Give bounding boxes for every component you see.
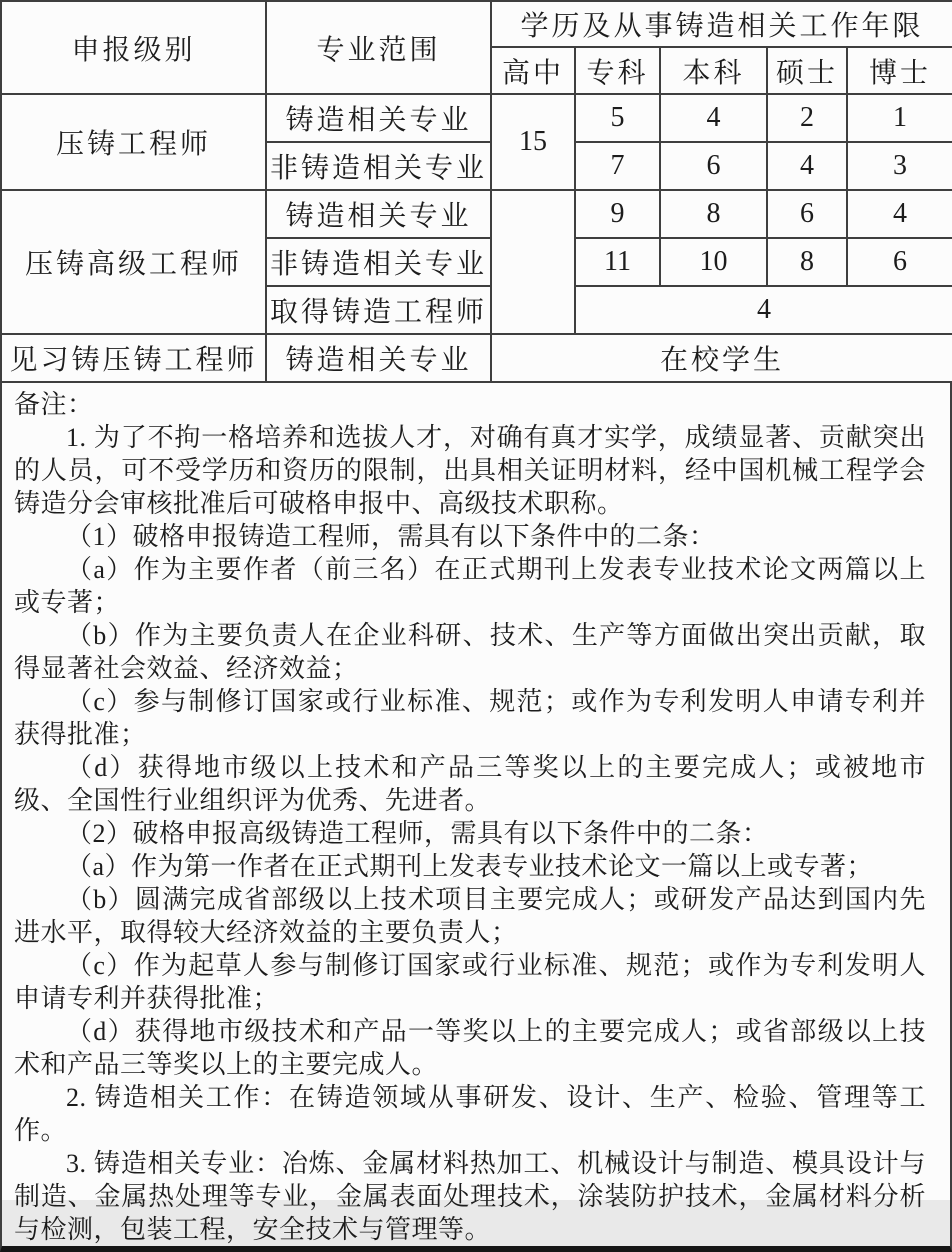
notes-title: 备注： xyxy=(14,390,94,419)
note-paragraph: （2）破格申报高级铸造工程师，需具有以下条件中的二条： xyxy=(66,819,769,848)
note-paragraph: 2. 铸造相关工作：在铸造领域从事研发、设计、生产、检验、管理等工作。 xyxy=(14,1083,926,1145)
note-paragraph: （a）作为主要作者（前三名）在正式期刊上发表专业技术论文两篇以上或专著； xyxy=(14,555,926,617)
cell-highschool-years: 15 xyxy=(491,94,575,190)
cell-years: 4 xyxy=(847,190,952,238)
table-row xyxy=(1,94,952,142)
note-paragraph: （b）圆满完成省部级以上技术项目主要完成人；或研发产品达到国内先进水平，取得较大经济效益的主要负责人； xyxy=(14,885,926,947)
cell-years: 7 xyxy=(575,142,660,190)
cell-scope: 铸造相关专业 xyxy=(266,94,491,142)
cell-years: 10 xyxy=(660,238,767,286)
cell-scope: 非铸造相关专业 xyxy=(266,142,491,190)
cell-years: 5 xyxy=(575,94,660,142)
header-level: 申报级别 xyxy=(1,1,266,94)
cell-years: 4 xyxy=(660,94,767,142)
note-paragraph: （c）作为起草人参与制修订国家或行业标准、规范；或作为专利发明人申请专利并获得批准； xyxy=(14,951,926,1013)
cell-scope-obtained-engineer: 取得铸造工程师 xyxy=(266,286,491,334)
cell-scope: 铸造相关专业 xyxy=(266,334,491,382)
table-row xyxy=(1,334,952,382)
note-paragraph: （a）作为第一作者在正式期刊上发表专业技术论文一篇以上或专著； xyxy=(66,852,874,881)
cell-scope: 非铸造相关专业 xyxy=(266,238,491,286)
header-master: 硕士 xyxy=(767,47,847,94)
cell-years-merged: 4 xyxy=(575,286,952,334)
cell-years: 6 xyxy=(767,190,847,238)
cell-years: 9 xyxy=(575,190,660,238)
note-paragraph: （c）参与制修订国家或行业标准、规范；或作为专利发明人申请专利并获得批准； xyxy=(14,687,926,749)
cell-level-trainee-engineer: 见习铸压铸工程师 xyxy=(1,334,266,382)
cell-years: 6 xyxy=(660,142,767,190)
cell-years: 8 xyxy=(767,238,847,286)
cell-years: 4 xyxy=(767,142,847,190)
table-row xyxy=(1,190,952,238)
note-paragraph: （d）获得地市级以上技术和产品三等奖以上的主要完成人；或被地市级、全国性行业组织评为优秀、先进者。 xyxy=(14,753,926,815)
table-header-row-1 xyxy=(1,1,952,47)
note-paragraph: （d）获得地市级技术和产品一等奖以上的主要完成人；或省部级以上技术和产品三等奖以上的主要完成人。 xyxy=(14,1017,926,1079)
header-doctor: 博士 xyxy=(847,47,952,94)
cell-years: 3 xyxy=(847,142,952,190)
qualification-table xyxy=(0,0,952,383)
note-paragraph: （b）作为主要负责人在企业科研、技术、生产等方面做出突出贡献，取得显著社会效益、经济效益； xyxy=(14,621,926,683)
note-paragraph: 3. 铸造相关专业：冶炼、金属材料热加工、机械设计与制造、模具设计与制造、金属热处理等专业，金属表面处理技术，涂装防护技术，金属材料分析与检测，包装工程，安全技术与管理等。 xyxy=(14,1149,926,1244)
header-college: 专科 xyxy=(575,47,660,94)
cell-years: 8 xyxy=(660,190,767,238)
cell-years: 11 xyxy=(575,238,660,286)
cell-scope: 铸造相关专业 xyxy=(266,190,491,238)
header-scope: 专业范围 xyxy=(266,1,491,94)
note-paragraph: 1. 为了不拘一格培养和选拔人才，对确有真才实学，成绩显著、贡献突出的人员，可不受学历和资历的限制，出具相关证明材料，经中国机械工程学会铸造分会审核批准后可破格申报中、高级技术职称。 xyxy=(14,423,926,518)
cell-years: 2 xyxy=(767,94,847,142)
header-bachelor: 本科 xyxy=(660,47,767,94)
cell-highschool-empty xyxy=(491,190,575,334)
header-edu-group: 学历及从事铸造相关工作年限 xyxy=(491,1,952,47)
cell-level-senior-engineer: 压铸高级工程师 xyxy=(1,190,266,334)
cell-student-merged: 在校学生 xyxy=(491,334,952,382)
cell-years: 6 xyxy=(847,238,952,286)
cell-level-engineer: 压铸工程师 xyxy=(1,94,266,190)
cell-years: 1 xyxy=(847,94,952,142)
header-highschool: 高中 xyxy=(491,47,575,94)
notes-section xyxy=(0,383,952,1252)
note-paragraph: （1）破格申报铸造工程师，需具有以下条件中的二条： xyxy=(66,522,716,551)
